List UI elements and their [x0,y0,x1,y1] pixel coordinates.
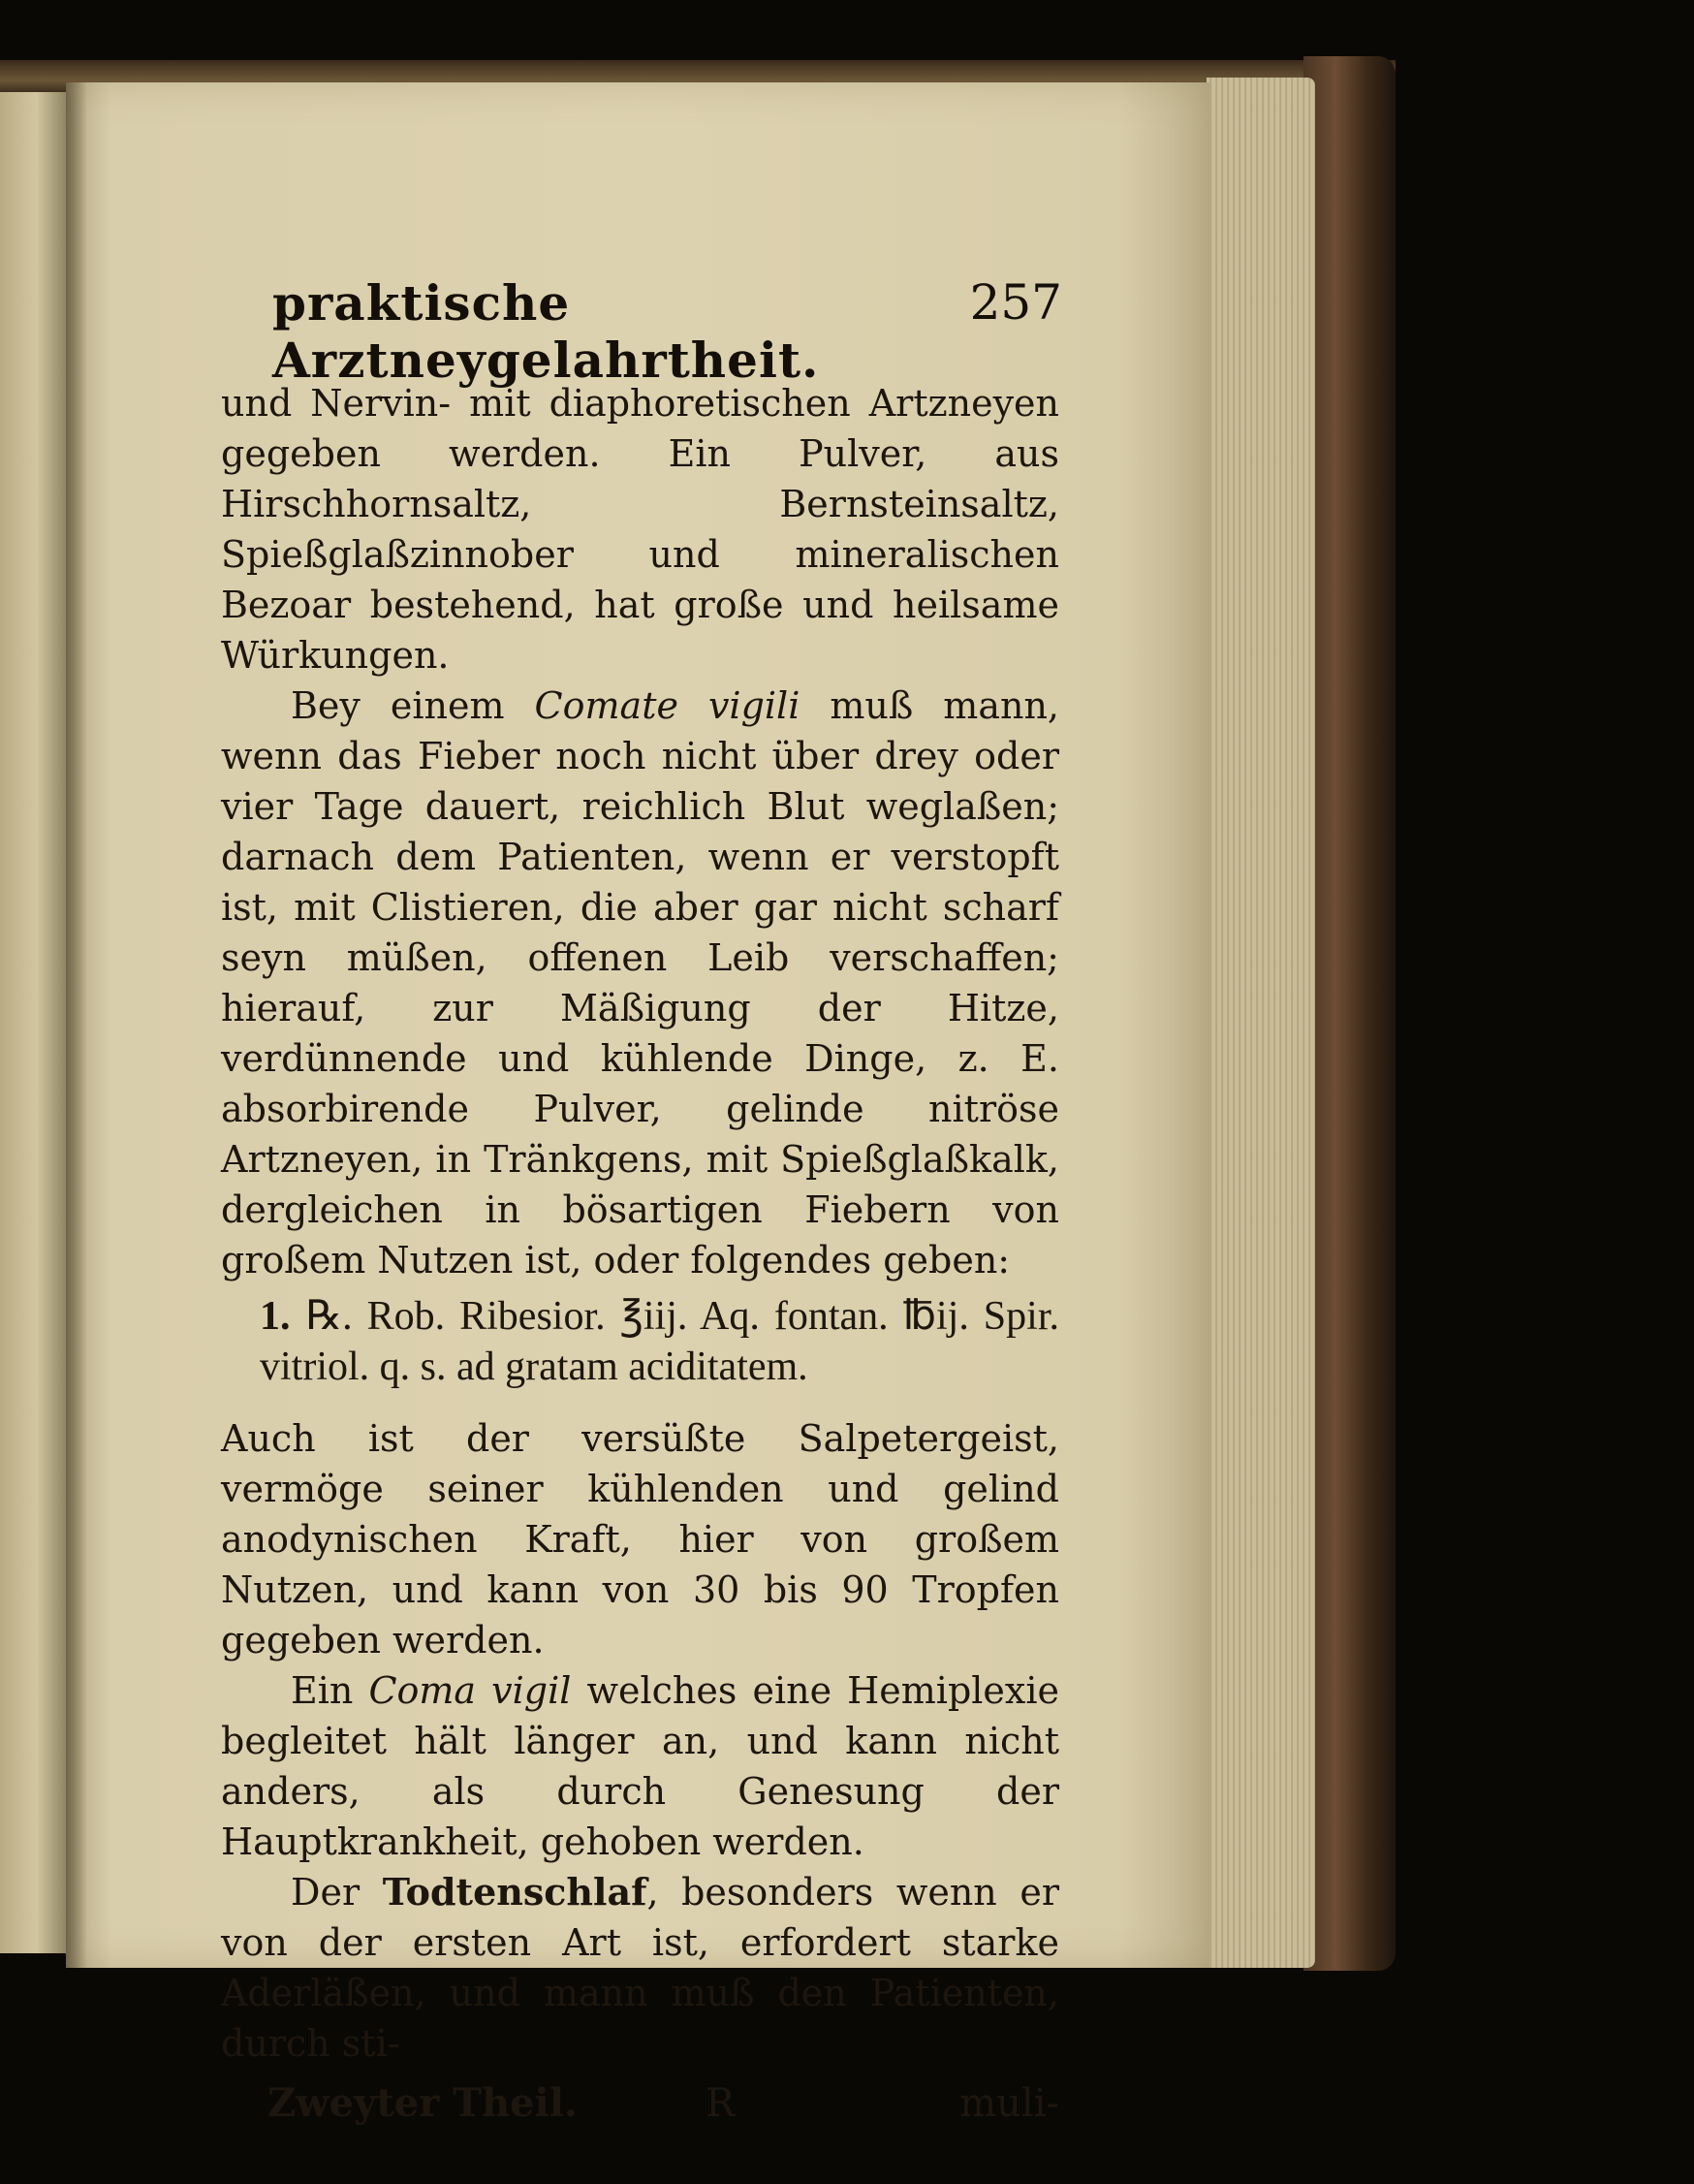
paragraph-1: und Nervin- mit diaphoretischen Artzneyen gegeben werden. Ein Pulver, aus Hirschhornsaltz, Bernsteinsaltz, Spießglaßzinnober und mineralischen Bezoar bestehend, hat große und heilsame Würkungen. [221,382,1059,677]
p5-bold-term: Todtenschlaf [382,1870,647,1914]
page-edges [1207,78,1315,1968]
paragraph-5 [221,1867,1059,2069]
page-number: 257 [969,274,1062,331]
p5-text-b: , besonders wenn er von der ersten Art ist, erfordert starke Aderläßen, und mann muß den Patienten, durch sti- [221,1871,1059,2065]
p4-latin-term: Coma vigil [368,1669,572,1712]
p4-text-a: Ein [291,1669,369,1712]
recipe-number: 1. [260,1294,291,1339]
left-page-sliver [0,92,66,1953]
book-cover-edge [1303,56,1396,1971]
p2-text-a: Bey einem [291,684,535,727]
recipe-text: ℞. Rob. Ribesior. ℥iij. Aq. fontan. ℔ij. Spir. vitriol. q. s. ad gratam aciditatem. [260,1294,1059,1389]
page-gutter [66,82,87,1968]
signature-mark: R [706,2081,736,2126]
p2-text-b: muß mann, wenn das Fieber noch nicht über drey oder vier Tage dauert, reichlich Blut weglaßen; darnach dem Patienten, wenn er verstopft ist, mit Clistieren, die aber gar nicht scharf seyn müßen, offenen Leib verschaffen; hierauf, zur Mäßigung der Hitze, verdünnende und kühlende Dinge, z. E. absorbirende Pulver, gelinde nitröse Artzneyen, in Tränkgens, mit Spießglaßkalk, dergleichen in bösartigen Fiebern von großem Nutzen ist, oder folgendes geben: [221,684,1060,1282]
paragraph-2 [221,681,1059,1285]
signature-title: Zweyter Theil. [267,2080,578,2126]
paragraph-3: Auch ist der versüßte Salpetergeist, vermöge seiner kühlenden und gelind anodynischen Kraft, hier von großem Nutzen, und kann von 30 bis 90 Tropfen gegeben werden. [221,1417,1059,1662]
recipe [260,1291,1059,1392]
catchword: muli- [959,2081,1059,2126]
page-footer [221,2078,1059,2129]
p5-text-a: Der [291,1871,383,1914]
book-page [66,82,1209,2126]
p2-latin-term: Comate vigili [534,684,800,727]
paragraph-4 [221,1665,1059,1867]
running-head: praktische Arztneygelahrtheit. [272,274,820,389]
p4-text-b: welches eine Hemiplexie begleitet hält länger an, und kann nicht anders, als durch Genesung der Hauptkrankheit, gehoben werden. [221,1669,1059,1863]
page-header [272,274,1062,389]
text-block [221,378,1060,2126]
